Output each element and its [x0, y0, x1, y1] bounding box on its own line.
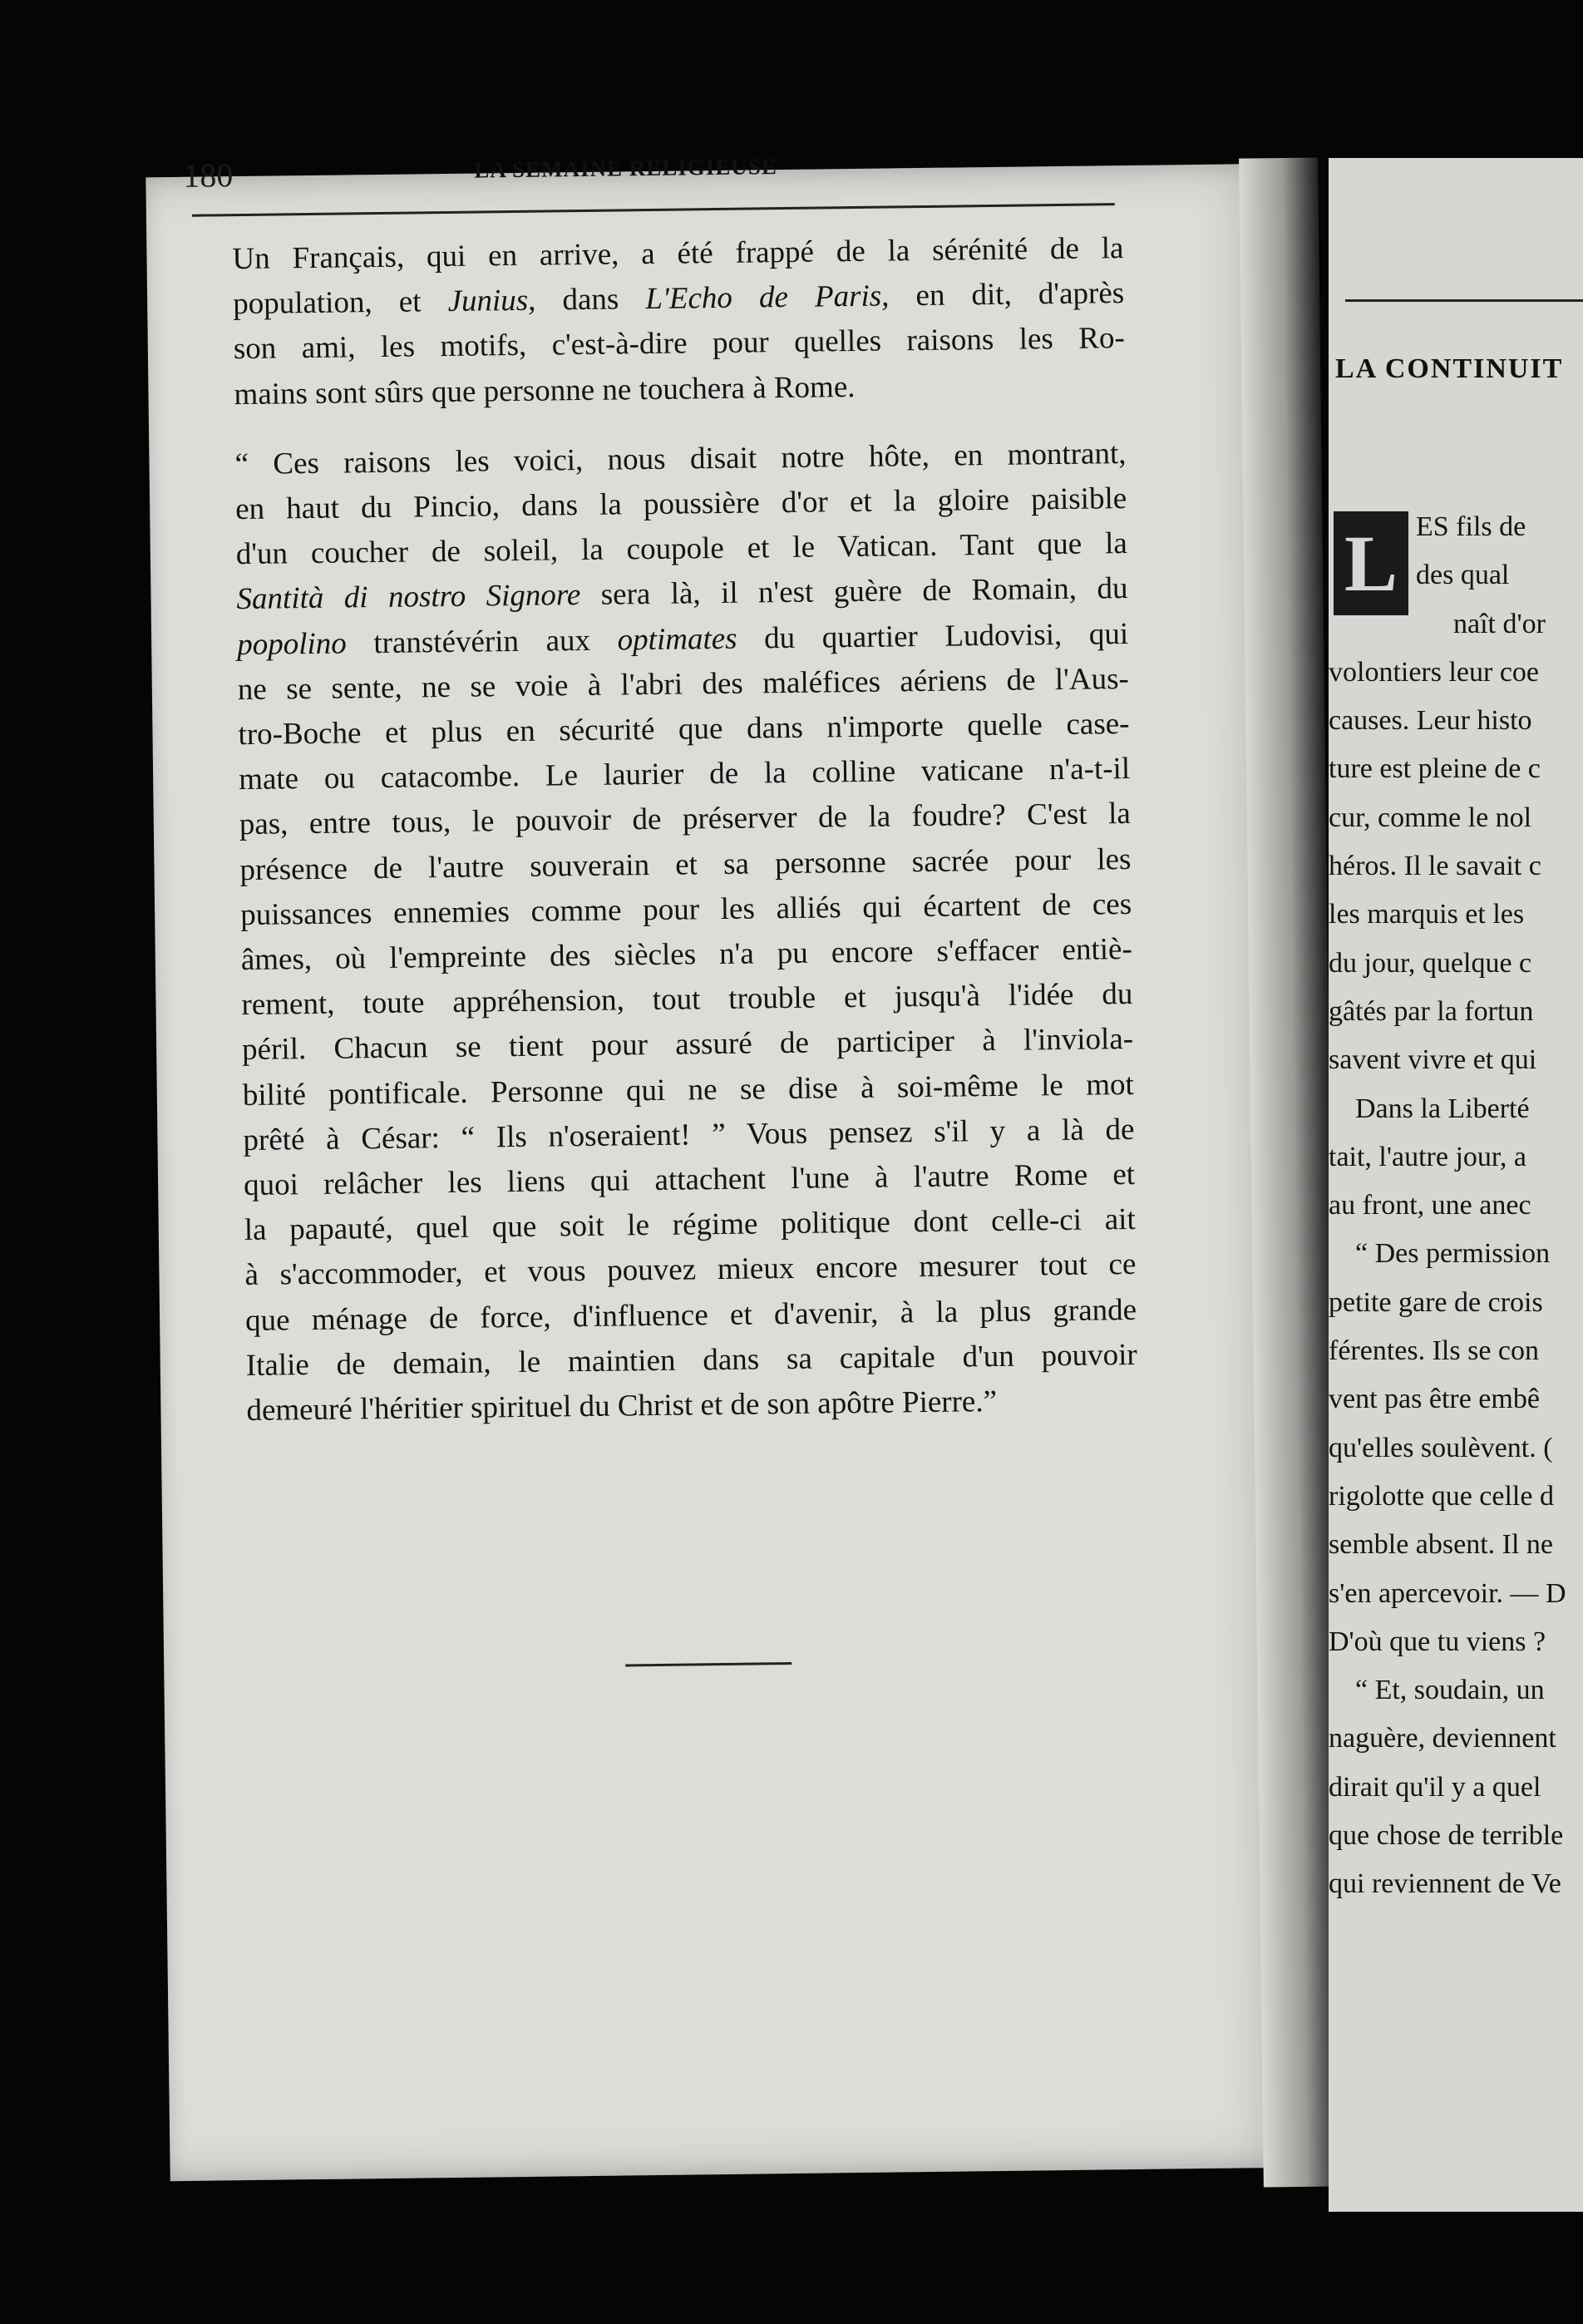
right-text-line: tait, l'autre jour, a — [1329, 1141, 1526, 1172]
right-text-line: au front, une anec — [1329, 1190, 1531, 1221]
right-text-line: du jour, quelque c — [1329, 947, 1532, 979]
right-text-line: vent pas être embê — [1329, 1384, 1540, 1415]
right-text-line: naguère, deviennent — [1329, 1723, 1556, 1754]
text-line: son ami, les motifs, c'est-à-dire pour quelles raisons les Ro- — [233, 321, 1126, 367]
text-line: en haut du Pincio, dans la poussière d'or et la gloire paisible — [234, 481, 1127, 527]
right-text-line: dirait qu'il y a quel — [1329, 1771, 1541, 1803]
right-page-text — [1329, 503, 1583, 1909]
right-text-line: volontiers leur coe — [1329, 656, 1540, 688]
right-text-line: des qual — [1416, 560, 1510, 591]
text-line: Santità di nostro Signore sera là, il n'est guère de Romain, du — [236, 571, 1128, 617]
right-header-rule — [1345, 299, 1583, 302]
right-text-line: héros. Il le savait c — [1329, 851, 1541, 882]
text-line: tro-Boche et plus en sécurité que dans n'importe quelle case- — [238, 707, 1130, 752]
text-line: âmes, où l'empreinte des siècles n'a pu encore s'effacer entiè- — [240, 932, 1133, 978]
right-text-line: qu'elles soulèvent. ( — [1329, 1432, 1553, 1463]
right-text-line: D'où que tu viens ? — [1329, 1626, 1546, 1657]
right-text-line: ES fils de — [1416, 511, 1526, 542]
running-head: LA SEMAINE RELIGIEUSE — [474, 154, 778, 183]
text-line: Italie de demain, le maintien dans sa capitale d'un pouvoir — [245, 1337, 1137, 1383]
text-line: population, et Junius, dans L'Echo de Paris, en dit, d'après — [232, 276, 1125, 322]
right-page-title: LA CONTINUIT — [1335, 353, 1564, 384]
text-line: demeuré l'héritier spirituel du Christ et de son apôtre Pierre.” — [246, 1384, 998, 1428]
page-header — [183, 145, 1115, 206]
text-line: ne se sente, ne se voie à l'abri des maléfices aériens de l'Aus- — [237, 661, 1130, 707]
right-text-line: semble absent. Il ne — [1329, 1529, 1554, 1561]
header-rule — [192, 203, 1115, 217]
right-text-line: rigolotte que celle d — [1329, 1480, 1554, 1512]
text-line: mains sont sûrs que personne ne touchera à Rome. — [234, 369, 856, 412]
dropcap-ornament: L — [1334, 511, 1408, 615]
right-page — [1329, 158, 1583, 2212]
right-text-line: causes. Leur histo — [1329, 705, 1532, 737]
text-line: que ménage de force, d'influence et d'avenir, à la plus grande — [244, 1292, 1137, 1338]
text-line: prêté à César: “ Ils n'oseraient! ” Vous pensez s'il y a là de — [243, 1112, 1135, 1157]
paragraph-2 — [195, 432, 1137, 1434]
text-line: popolino transtévérin aux optimates du quartier Ludovisi, qui — [236, 616, 1129, 662]
right-text-line: les marquis et les — [1329, 899, 1525, 930]
text-line: quoi relâcher les liens qui attachent l'une à l'autre Rome et — [243, 1157, 1136, 1203]
right-text-line: gâtés par la fortun — [1329, 995, 1534, 1027]
page-number: 180 — [183, 156, 234, 195]
right-text-line: cur, comme le nol — [1329, 802, 1532, 833]
right-text-line: s'en apercevoir. — D — [1329, 1577, 1566, 1609]
text-line: “ Ces raisons les voici, nous disait notre hôte, en montrant, — [234, 436, 1127, 481]
right-text-line: savent vivre et qui — [1329, 1044, 1537, 1076]
right-text-line: Dans la Liberté — [1355, 1093, 1530, 1124]
right-text-line: naît d'or — [1453, 608, 1546, 639]
text-line: Un Français, qui en arrive, a été frappé de la sérénité de la — [232, 231, 1124, 277]
text-line: à s'accommoder, et vous pouvez mieux encore mesurer tout ce — [244, 1247, 1137, 1293]
text-line: présence de l'autre souverain et sa personne sacrée pour les — [239, 841, 1132, 887]
right-text-line: “ Des permission — [1355, 1238, 1551, 1270]
text-line: d'un coucher de soleil, la coupole et le Vatican. Tant que la — [235, 526, 1128, 572]
text-line: rement, toute appréhension, tout trouble et jusqu'à l'idée du — [241, 977, 1133, 1023]
body-text — [192, 226, 1138, 1434]
text-line: pas, entre tous, le pouvoir de préserver de la foudre? C'est la — [239, 797, 1132, 842]
end-rule — [625, 1662, 792, 1666]
text-line: péril. Chacun se tient pour assuré de participer à l'inviola- — [241, 1022, 1134, 1068]
right-text-line: férentes. Ils se con — [1329, 1335, 1540, 1367]
text-line: mate ou catacombe. Le laurier de la colline vaticane n'a-t-il — [238, 752, 1131, 797]
paragraph-1 — [192, 226, 1126, 417]
right-text-line: que chose de terrible — [1329, 1820, 1564, 1852]
text-line: puissances ennemies comme pour les alliés qui écartent de ces — [239, 886, 1132, 932]
right-text-line: ture est pleine de c — [1329, 753, 1541, 785]
right-text-line: “ Et, soudain, un — [1355, 1675, 1545, 1706]
text-line: la papauté, quel que soit le régime politique dont celle-ci ait — [244, 1202, 1136, 1248]
right-text-line: petite gare de crois — [1329, 1286, 1543, 1318]
right-text-line: qui reviennent de Ve — [1329, 1868, 1561, 1900]
text-line: bilité pontificale. Personne qui ne se dise à soi-même le mot — [242, 1067, 1134, 1113]
